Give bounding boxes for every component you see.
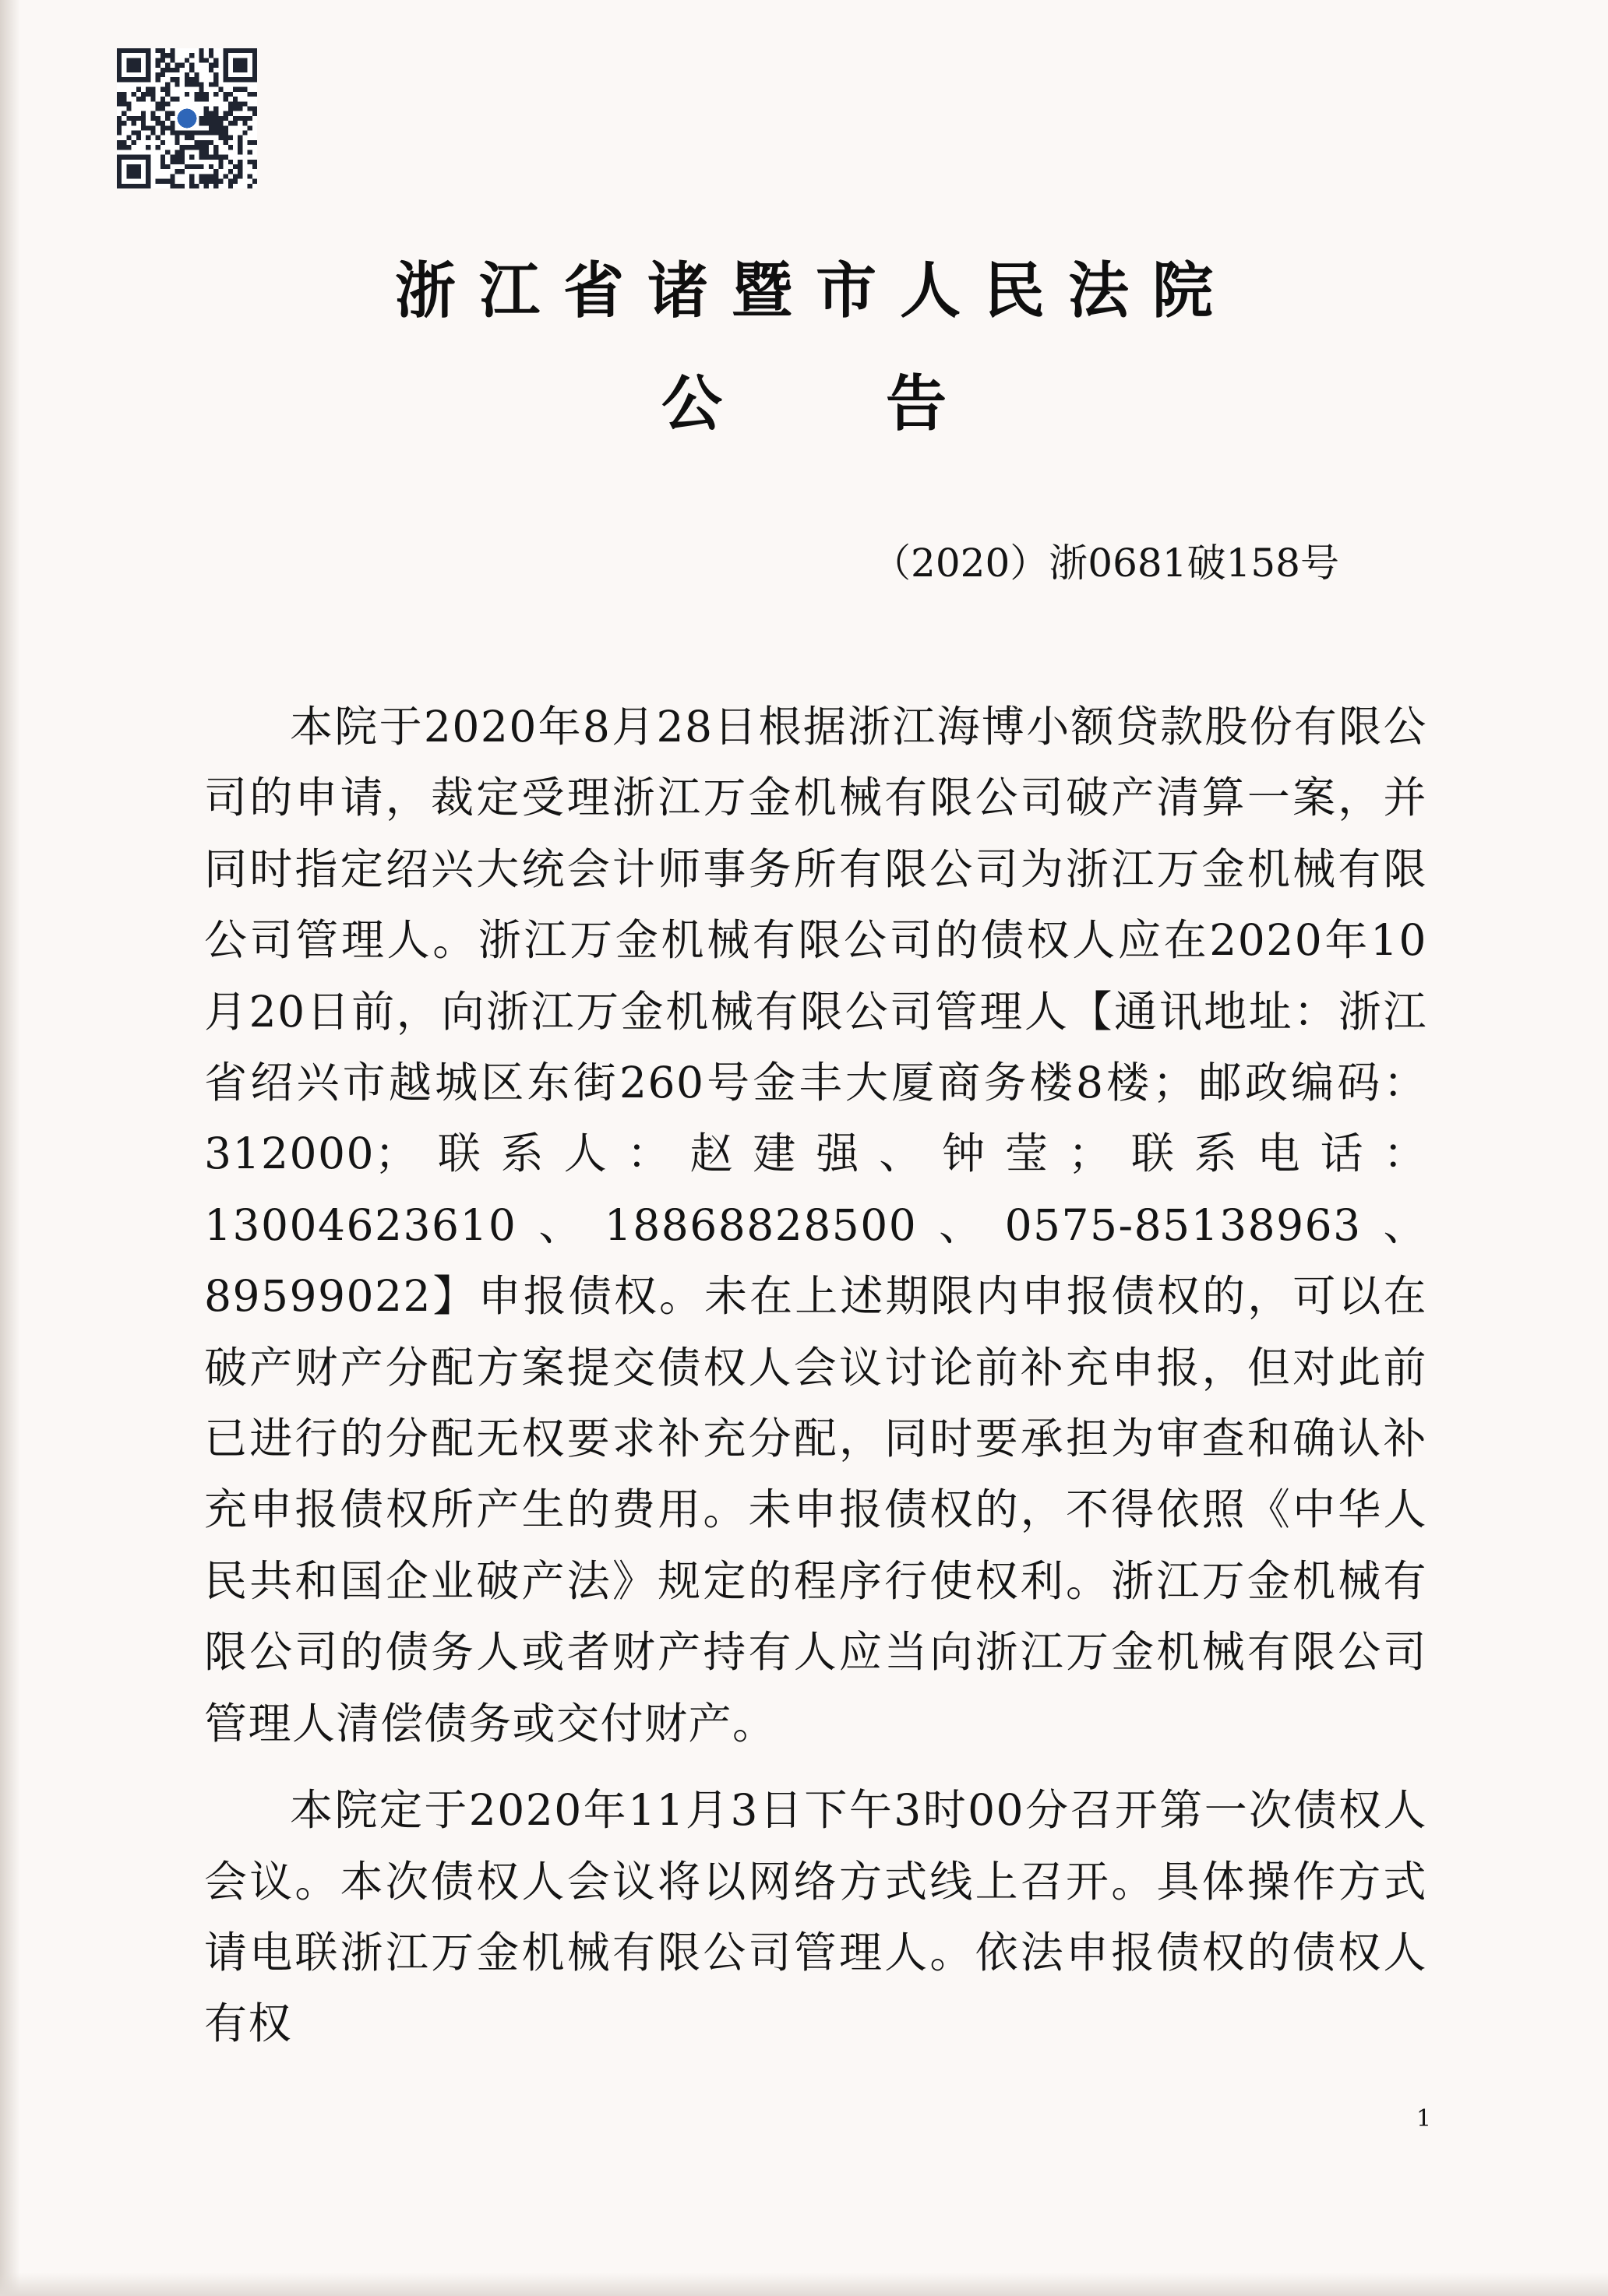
body-paragraph: 本院定于2020年11月3日下午3时00分召开第一次债权人会议。本次债权人会议将以网络方式线上召开。具体操作方式请电联浙江万金机械有限公司管理人。依法申报债权的债权人有权 <box>204 1785 1427 2049</box>
qr-code-icon <box>117 48 257 188</box>
page-edge-shadow <box>0 0 20 2296</box>
notice-title: 公告 <box>661 369 1110 439</box>
page-number: 1 <box>1416 2105 1432 2132</box>
notice-body <box>204 692 1427 2060</box>
page-bottom-shadow <box>0 2273 1608 2296</box>
body-paragraph: 本院于2020年8月28日根据浙江海博小额贷款股份有限公司的申请，裁定受理浙江万金机械有限公司破产清算一案，并同时指定绍兴大统会计师事务所有限公司为浙江万金机械有限公司管理人。浙江万金机械有限公司的债权人应在2020年10月20日前，向浙江万金机械有限公司管理人【通讯地址：浙江省绍兴市越城区东街260号金丰大厦商务楼8楼；邮政编码：312000；联系人：赵建强、钟莹；联系电话：13004623610、18868828500、0575-85138963、89599022】申报债权。未在上述期限内申报债权的，可以在破产财产分配方案提交债权人会议讨论前补充申报，但对此前已进行的分配无权要求补充分配，同时要承担为审查和确认补充申报债权所产生的费用。未申报债权的，不得依照《中华人民共和国企业破产法》规定的程序行使权利。浙江万金机械有限公司的债务人或者财产持有人应当向浙江万金机械有限公司管理人清偿债务或交付财产。 <box>204 702 1427 1748</box>
court-name: 浙江省诸暨市人民法院 <box>394 256 1236 326</box>
case-number: （2020）浙0681破158号 <box>872 541 1339 586</box>
